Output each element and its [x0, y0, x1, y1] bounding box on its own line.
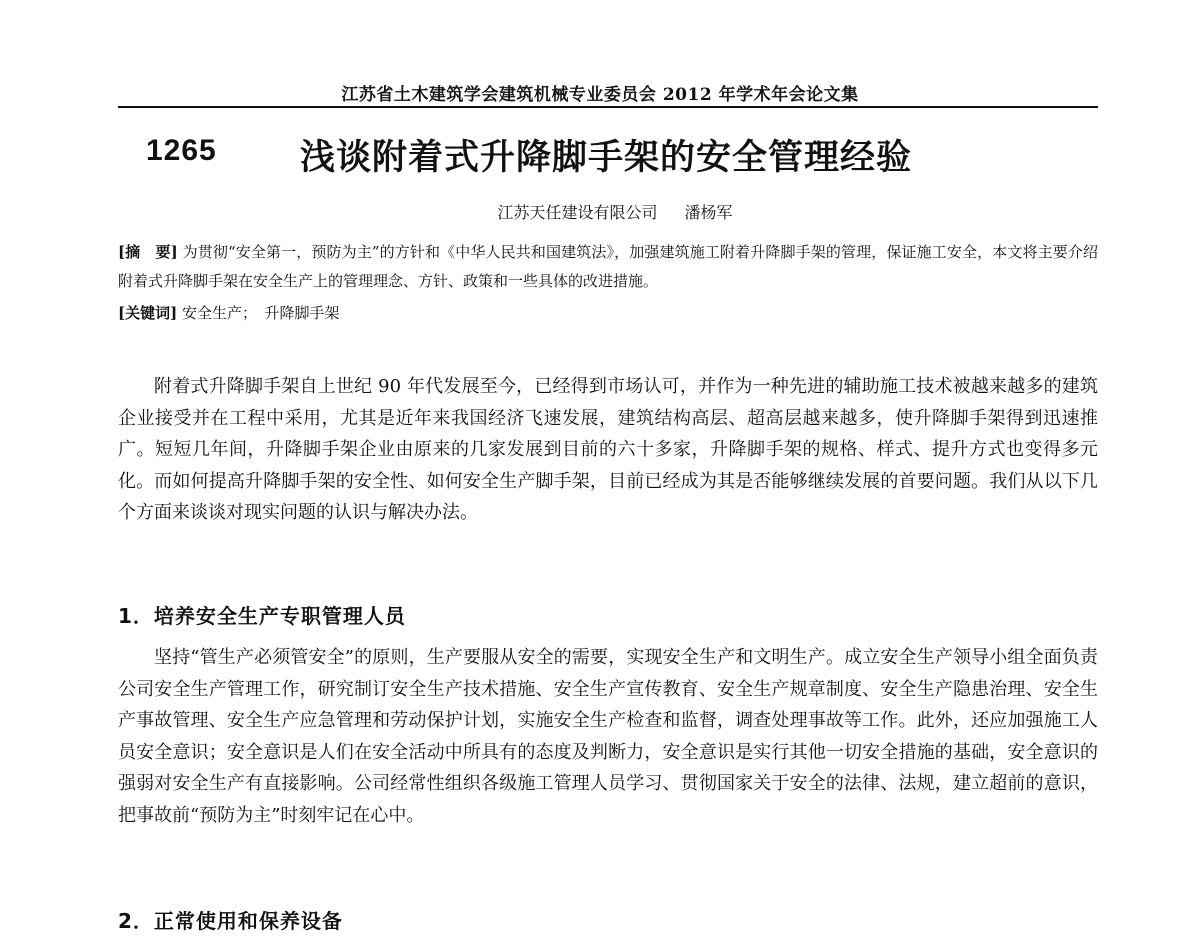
byline: [0, 200, 1200, 223]
keywords: [118, 302, 1098, 324]
running-header: 江苏省土木建筑学会建筑机械专业委员会 2012 年学术年会论文集: [341, 85, 859, 105]
section-1-heading: 1．培养安全生产专职管理人员: [118, 604, 406, 628]
section-2-heading: 2．正常使用和保养设备: [118, 909, 343, 933]
abstract-label: [摘 要]: [118, 243, 178, 261]
keywords-label: [关键词]: [118, 304, 178, 322]
keywords-text: 安全生产； 升降脚手架: [181, 304, 340, 322]
author: 潘杨军: [684, 203, 733, 222]
abstract: [118, 238, 1098, 296]
section-1-paragraph: 坚持“管生产必须管安全”的原则，生产要服从安全的需要，实现安全生产和文明生产。成立安全生产领导小组全面负责公司安全生产管理工作，研究制订安全生产技术措施、安全生产宣传教育、安全生产规章制度、安全生产隐患治理、安全生产事故管理、安全生产应急管理和劳动保护计划，实施安全生产检查和监督，调查处理事故等工作。此外，还应加强施工人员安全意识；安全意识是人们在安全活动中所具有的态度及判断力，安全意识是实行其他一切安全措施的基础，安全意识的强弱对安全生产有直接影响。公司经常性组织各级施工管理人员学习、贯彻国家关于安全的法律、法规，建立超前的意识，把事故前“预防为主”时刻牢记在心中。: [118, 647, 1098, 826]
header-rule: [118, 106, 1098, 108]
intro-paragraph: 附着式升降脚手架自上世纪 90 年代发展至今，已经得到市场认可，并作为一种先进的辅助施工技术被越来越多的建筑企业接受并在工程中采用，尤其是近年来我国经济飞速发展，建筑结构高层、超高层越来越多，使升降脚手架得到迅速推广。短短几年间，升降脚手架企业由原来的几家发展到目前的六十多家，升降脚手架的规格、样式、提升方式也变得多元化。而如何提高升降脚手架的安全性、如何安全生产脚手架，目前已经成为其是否能够继续发展的首要问题。我们从以下几个方面来谈谈对现实问题的认识与解决办法。: [118, 376, 1098, 523]
affiliation: 江苏天任建设有限公司: [497, 203, 658, 222]
paper-number: 1265: [146, 134, 217, 167]
abstract-text: 为贯彻“安全第一，预防为主”的方针和《中华人民共和国建筑法》，加强建筑施工附着升降脚手架的管理，保证施工安全，本文将主要介绍附着式升降脚手架在安全生产上的管理理念、方针、政策和一些具体的改进措施。: [118, 243, 1099, 290]
paper-title: 浅谈附着式升降脚手架的安全管理经验: [300, 138, 913, 178]
